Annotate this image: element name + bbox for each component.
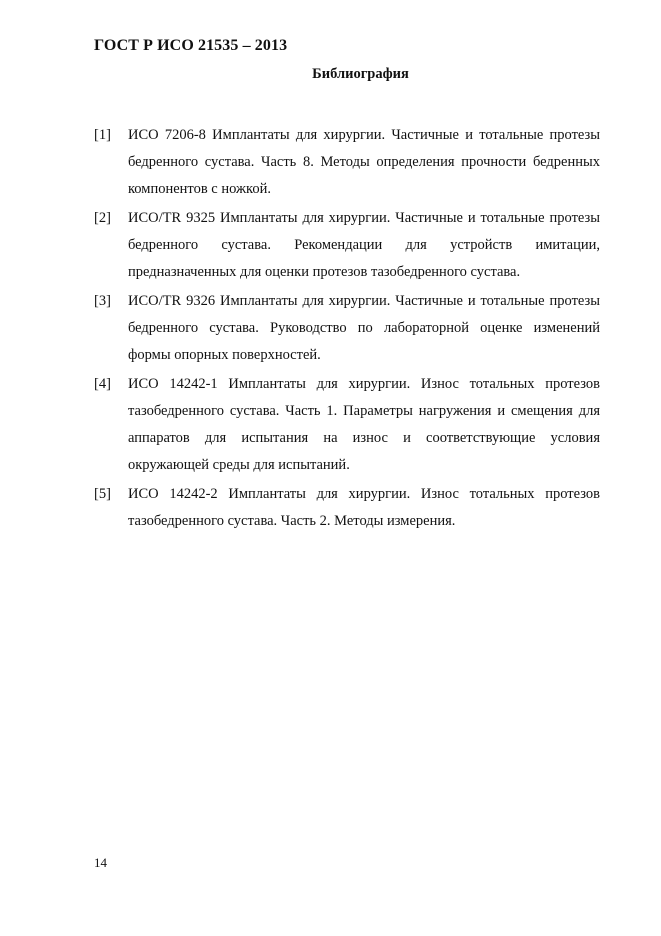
page-number: 14: [94, 855, 107, 870]
bibliography-entry: [94, 122, 600, 203]
entry-number: [4]: [94, 376, 111, 392]
entry-text: ИСО 14242-1 Имплантаты для хирургии. Износ тотальных протезов тазобедренного сустава. Часть 1. Параметры нагружения и смещения для аппаратов для испытания на износ и соответствующие условия окружающей среды для испытаний.: [128, 376, 600, 473]
bibliography-heading: Библиография: [312, 66, 409, 82]
bibliography-entry: [94, 205, 600, 286]
bibliography-entry: [94, 481, 600, 535]
entry-text: ИСО/TR 9326 Имплантаты для хирургии. Частичные и тотальные протезы бедренного сустава. Руководство по лабораторной оценке изменений формы опорных поверхностей.: [128, 293, 600, 363]
entry-number: [1]: [94, 127, 111, 143]
bibliography-entry: [94, 288, 600, 369]
bibliography-entry: [94, 371, 600, 479]
entry-number: [5]: [94, 486, 111, 502]
entry-number: [3]: [94, 293, 111, 309]
document-code: ГОСТ Р ИСО 21535 – 2013: [94, 37, 288, 54]
entry-text: ИСО 7206-8 Имплантаты для хирургии. Частичные и тотальные протезы бедренного сустава. Часть 8. Методы определения прочности бедренных компонентов с ножкой.: [128, 127, 600, 197]
entry-number: [2]: [94, 210, 111, 226]
bibliography-list: [94, 122, 600, 537]
entry-text: ИСО 14242-2 Имплантаты для хирургии. Износ тотальных протезов тазобедренного сустава. Часть 2. Методы измерения.: [128, 486, 600, 529]
entry-text: ИСО/TR 9325 Имплантаты для хирургии. Частичные и тотальные протезы бедренного сустава. Рекомендации для устройств имитации, предназначенных для оценки протезов тазобедренного сустава.: [128, 210, 600, 280]
